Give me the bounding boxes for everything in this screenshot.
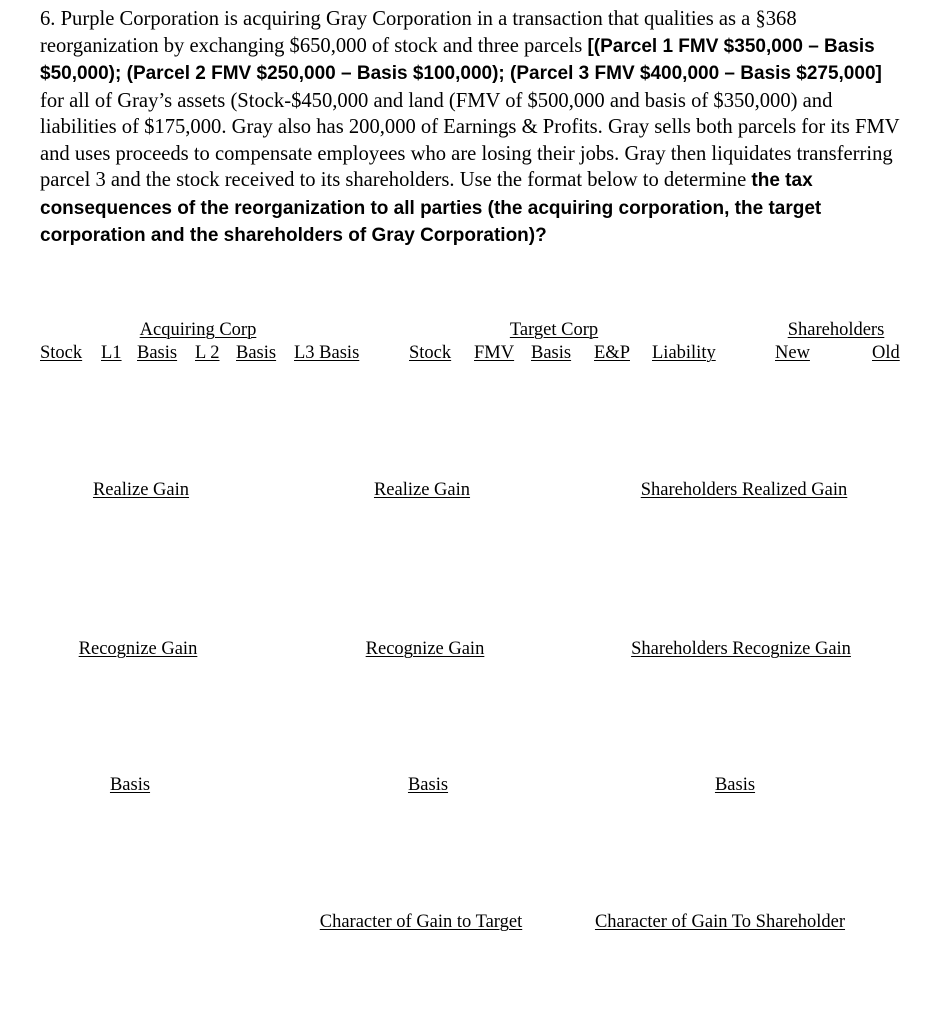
col-target-ep: E&P bbox=[594, 343, 630, 363]
question-parcels: [(Parcel 1 FMV $350,000 – Basis $50,000); (Parcel 2 FMV $250,000 – Basis $100,000); (Parcel 3 FMV $400,000 – Basis $275,000] bbox=[40, 35, 882, 84]
col-target-liability: Liability bbox=[652, 343, 716, 363]
col-basis-1: Basis bbox=[137, 343, 178, 363]
acq-realize-gain-label: Realize Gain bbox=[92, 480, 190, 500]
question-text bbox=[40, 6, 910, 250]
col-stock: Stock bbox=[40, 343, 83, 363]
acq-basis-label: Basis bbox=[109, 775, 151, 795]
target-realize-gain-label: Realize Gain bbox=[373, 480, 471, 500]
target-corp-header: Target Corp bbox=[509, 320, 599, 340]
target-basis-label: Basis bbox=[407, 775, 449, 795]
col-target-stock: Stock bbox=[409, 343, 452, 363]
acq-recognize-gain-label: Recognize Gain bbox=[78, 639, 198, 659]
col-l2: L 2 bbox=[195, 343, 220, 363]
col-shareholders-old: Old bbox=[872, 343, 900, 363]
col-shareholders-new: New bbox=[775, 343, 810, 363]
character-gain-target-label: Character of Gain to Target bbox=[319, 912, 523, 932]
shareholders-realized-gain-label: Shareholders Realized Gain bbox=[640, 480, 848, 500]
col-target-basis: Basis bbox=[531, 343, 572, 363]
col-target-fmv: FMV bbox=[474, 343, 515, 363]
col-l3-basis: L3 Basis bbox=[294, 343, 360, 363]
shareholders-basis-label: Basis bbox=[714, 775, 756, 795]
acquiring-corp-header: Acquiring Corp bbox=[139, 320, 257, 340]
col-l1: L1 bbox=[101, 343, 122, 363]
question-prompt: the tax consequences of the reorganization to all parties (the acquiring corporation, the target corporation and the shareholders of Gray Corporation)? bbox=[40, 170, 822, 246]
question-body: for all of Gray’s assets (Stock-$450,000 and land (FMV of $500,000 and basis of $350,000) and liabilities of $175,000. Gray also has 200,000 of Earnings & Profits. Gray sells both parcels for its FMV and uses proceeds to compensate employees who are losing their jobs. Gray then liquidates transferring parcel 3 and the stock received to its shareholders. Use the format below to determine bbox=[40, 89, 900, 191]
shareholders-recognize-gain-label: Shareholders Recognize Gain bbox=[631, 639, 851, 659]
question-intro: 6. Purple Corporation is acquiring Gray Corporation in a transaction that qualities as a §368 reorganization by exchanging $650,000 of stock and three parcels bbox=[40, 8, 797, 57]
col-basis-2: Basis bbox=[236, 343, 277, 363]
shareholders-header: Shareholders bbox=[787, 320, 885, 340]
target-recognize-gain-label: Recognize Gain bbox=[365, 639, 485, 659]
character-gain-shareholder-label: Character of Gain To Shareholder bbox=[594, 912, 846, 932]
